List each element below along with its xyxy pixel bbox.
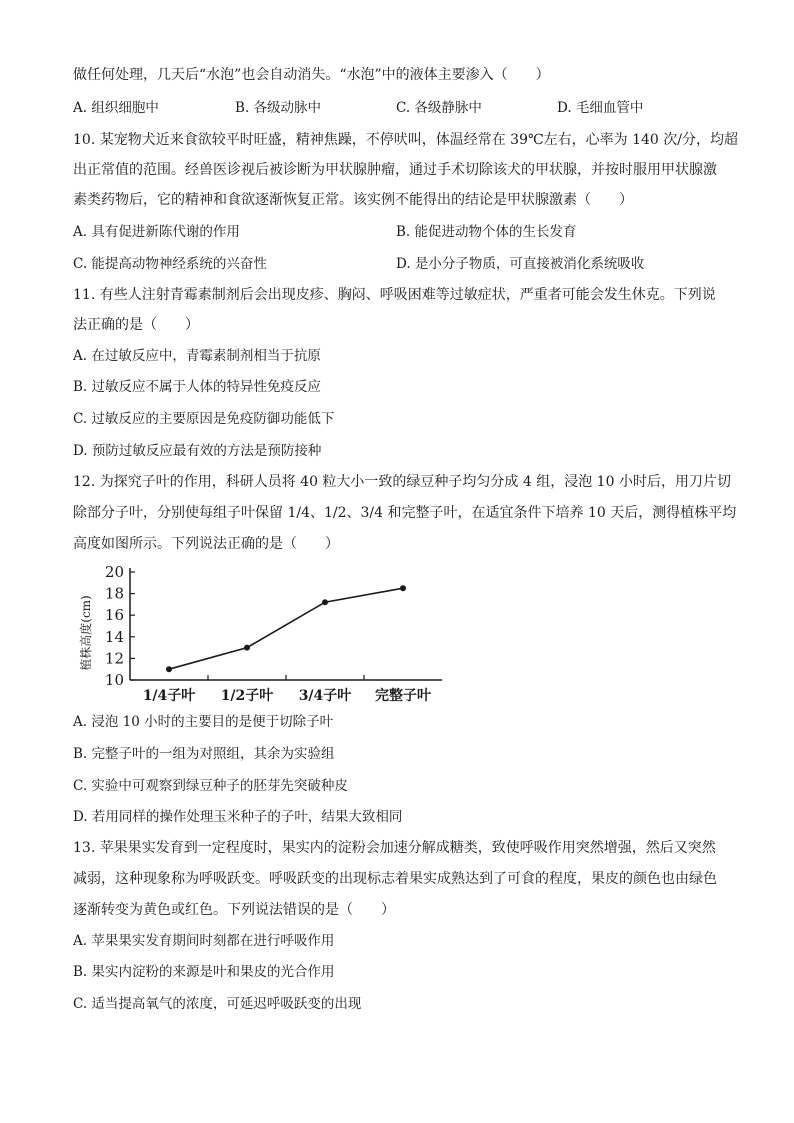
x-tick-label: 完整子叶	[375, 688, 431, 704]
q13-stem-line-2: 减弱，这种现象称为呼吸跃变。呼吸跃变的出现标志着果实成熟达到了可食的程度，果皮的颜色也由绿色	[73, 871, 717, 887]
q13-option-c[interactable]: C. 适当提高氧气的浓度，可延迟呼吸跃变的出现	[73, 996, 362, 1012]
q12-option-d[interactable]: D. 若用同样的操作处理玉米种子的子叶，结果大致相同	[73, 809, 403, 825]
q13-stem-line-1: 13. 苹果果实发育到一定程度时，果实内的淀粉会加速分解成糖类，致使呼吸作用突然增强，然后又突然	[73, 840, 716, 856]
q13-option-a[interactable]: A. 苹果果实发育期间时刻都在进行呼吸作用	[73, 933, 335, 949]
q9-option-a[interactable]: A. 组织细胞中	[73, 100, 159, 116]
q10-options-row-2	[73, 254, 723, 274]
x-tick-label: 3/4子叶	[298, 688, 352, 704]
q12-option-a[interactable]: A. 浸泡 10 小时的主要目的是便于切除子叶	[73, 714, 334, 730]
x-tick-label: 1/2子叶	[220, 688, 274, 704]
y-tick-label: 12	[104, 649, 124, 668]
y-tick-label: 14	[104, 627, 124, 646]
q11-option-d[interactable]: D. 预防过敏反应最有效的方法是预防接种	[73, 443, 322, 459]
q12-option-c[interactable]: C. 实验中可观察到绿豆种子的胚芽先突破种皮	[73, 778, 348, 794]
x-tick-label: 1/4子叶	[142, 688, 196, 704]
q9-option-d[interactable]: D. 毛细血管中	[557, 100, 644, 116]
q12-stem-line-1: 12. 为探究子叶的作用，科研人员将 40 粒大小一致的绿豆种子均匀分成 4 组，浸泡 10 小时后，用刀片切	[73, 474, 731, 490]
q11-stem-line-2: 法正确的是（ ）	[73, 317, 199, 333]
data-point	[166, 666, 172, 672]
q9-option-c[interactable]: C. 各级静脉中	[396, 100, 482, 116]
y-axis-label: 植株高度(cm)	[79, 595, 93, 671]
q10-option-d[interactable]: D. 是小分子物质，可直接被消化系统吸收	[396, 256, 645, 272]
q12-option-b[interactable]: B. 完整子叶的一组为对照组，其余为实验组	[73, 746, 335, 762]
y-tick-label: 10	[104, 671, 124, 689]
q9-stem: 做任何处理，几天后“水泡”也会自动消失。“水泡”中的液体主要渗入（ ）	[73, 67, 550, 83]
y-tick-label: 20	[104, 563, 124, 581]
q9-options	[73, 98, 723, 118]
q12-stem-line-2: 除部分子叶，分别使每组子叶保留 1/4、1/2、3/4 和完整子叶，在适宜条件下培养 10 天后，测得植株平均	[73, 505, 737, 521]
series-line	[169, 588, 403, 669]
q10-option-a[interactable]: A. 具有促进新陈代谢的作用	[73, 224, 240, 240]
q13-option-b[interactable]: B. 果实内淀粉的来源是叶和果皮的光合作用	[73, 964, 335, 980]
q11-option-b[interactable]: B. 过敏反应不属于人体的特异性免疫反应	[73, 379, 322, 395]
q10-option-b[interactable]: B. 能促进动物个体的生长发育	[396, 224, 577, 240]
q11-option-c[interactable]: C. 过敏反应的主要原因是免疫防御功能低下	[73, 411, 335, 427]
q11-stem-line-1: 11. 有些人注射青霉素制剂后会出现皮疹、胸闷、呼吸困难等过敏症状，严重者可能会发生休克。下列说	[73, 287, 716, 303]
q10-stem-line-2: 出正常值的范围。经兽医诊视后被诊断为甲状腺肿瘤，通过手术切除该犬的甲状腺，并按时服用甲状腺激	[73, 162, 717, 178]
q10-stem-line-1: 10. 某宠物犬近来食欲较平时旺盛，精神焦躁，不停吠叫，体温经常在 39℃左右，心率为 140 次/分，均超	[73, 132, 738, 148]
q12-stem-line-3: 高度如图所示。下列说法正确的是（ ）	[73, 536, 339, 552]
y-tick-label: 18	[104, 584, 124, 603]
q13-stem-line-3: 逐渐转变为黄色或红色。下列说法错误的是（ ）	[73, 902, 395, 918]
q10-option-c[interactable]: C. 能提高动物神经系统的兴奋性	[73, 256, 267, 272]
data-point	[322, 599, 328, 605]
y-tick-label: 16	[104, 606, 124, 625]
data-point	[244, 645, 250, 651]
data-point	[400, 585, 406, 591]
plant-height-line-chart	[70, 560, 450, 705]
q11-option-a[interactable]: A. 在过敏反应中，青霉素制剂相当于抗原	[73, 348, 321, 364]
q10-stem-line-3: 素类药物后，它的精神和食欲逐渐恢复正常。该实例不能得出的结论是甲状腺激素（ ）	[73, 192, 633, 208]
q10-options-row-1	[73, 222, 723, 242]
q9-option-b[interactable]: B. 各级动脉中	[235, 100, 322, 116]
